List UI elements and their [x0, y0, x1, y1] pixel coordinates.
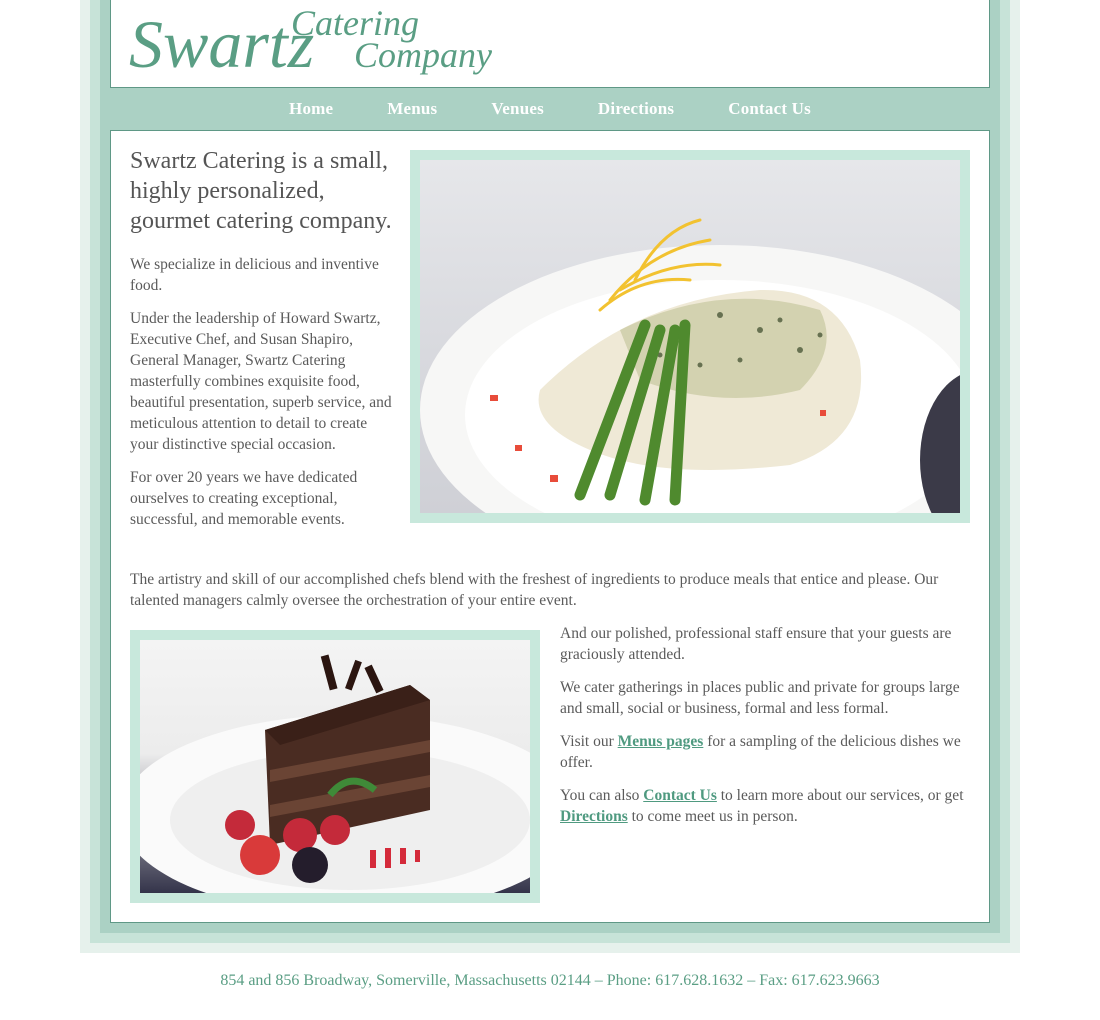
fish-photo-frame	[410, 150, 970, 523]
logo-sub-text-company: Company	[354, 35, 492, 75]
menus-pages-link[interactable]: Menus pages	[617, 733, 704, 750]
intro-heading: Swartz Catering is a small, highly personalized, gourmet catering company.	[130, 148, 392, 234]
staff-paragraph: And our polished, professional staff ensure that your guests are graciously attended.	[560, 625, 952, 663]
gatherings-paragraph: We cater gatherings in places public and private for groups large and small, social or business, formal and less formal.	[560, 679, 960, 717]
logo-sub-text-catering: Catering	[291, 3, 420, 43]
cake-photo-frame	[130, 630, 540, 903]
chefs-paragraph: The artistry and skill of our accomplished chefs blend with the freshest of ingredients to produce meals that entice and please. Our talented managers calmly oversee the orchestration of your entire event.	[130, 571, 939, 609]
intro-paragraph-1: We specialize in delicious and inventive food.	[130, 256, 379, 294]
menus-paragraph-post: for a sampling of the delicious dishes we offer.	[560, 733, 961, 771]
contact-paragraph-post: to come meet us in person.	[627, 808, 798, 825]
contact-paragraph-pre: You can also	[560, 787, 644, 804]
contact-us-link[interactable]: Contact Us	[643, 787, 717, 804]
cake-dessert-photo	[140, 640, 530, 893]
contact-paragraph	[560, 785, 975, 827]
right-text-section	[560, 623, 975, 839]
footer-address: 854 and 856 Broadway, Somerville, Massachusetts 02144 – Phone: 617.628.1632 – Fax: 617.623.9663	[220, 972, 880, 989]
site-logo[interactable]	[111, 0, 511, 87]
intro-paragraph-2: Under the leadership of Howard Swartz, Executive Chef, and Susan Shapiro, General Manager, Swartz Catering masterfully combines exquisite food, beautiful presentation, superb service, and meticulous attention to detail to create your distinctive special occasion.	[130, 310, 392, 453]
contact-paragraph-mid: to learn more about our services, or get	[716, 787, 964, 804]
cake-dessert-image	[140, 640, 530, 893]
directions-link[interactable]: Directions	[560, 808, 628, 825]
fish-dish-photo	[420, 160, 960, 513]
intro-paragraph-3: For over 20 years we have dedicated ourselves to creating exceptional, successful, and memorable events.	[130, 469, 358, 528]
full-width-section	[130, 569, 976, 623]
menus-paragraph-pre: Visit our	[560, 733, 618, 750]
menus-paragraph	[560, 731, 975, 773]
header	[110, 0, 990, 88]
main-nav	[110, 88, 990, 130]
fish-dish-image	[420, 160, 960, 513]
nav-directions[interactable]: Directions	[597, 99, 675, 118]
nav-venues[interactable]: Venues	[491, 99, 544, 118]
nav-home[interactable]: Home	[289, 99, 334, 118]
nav-contact-us[interactable]: Contact Us	[728, 99, 811, 118]
nav-menus[interactable]: Menus	[387, 99, 438, 118]
logo-main-text: Swartz	[129, 6, 315, 82]
intro-section	[130, 146, 398, 542]
